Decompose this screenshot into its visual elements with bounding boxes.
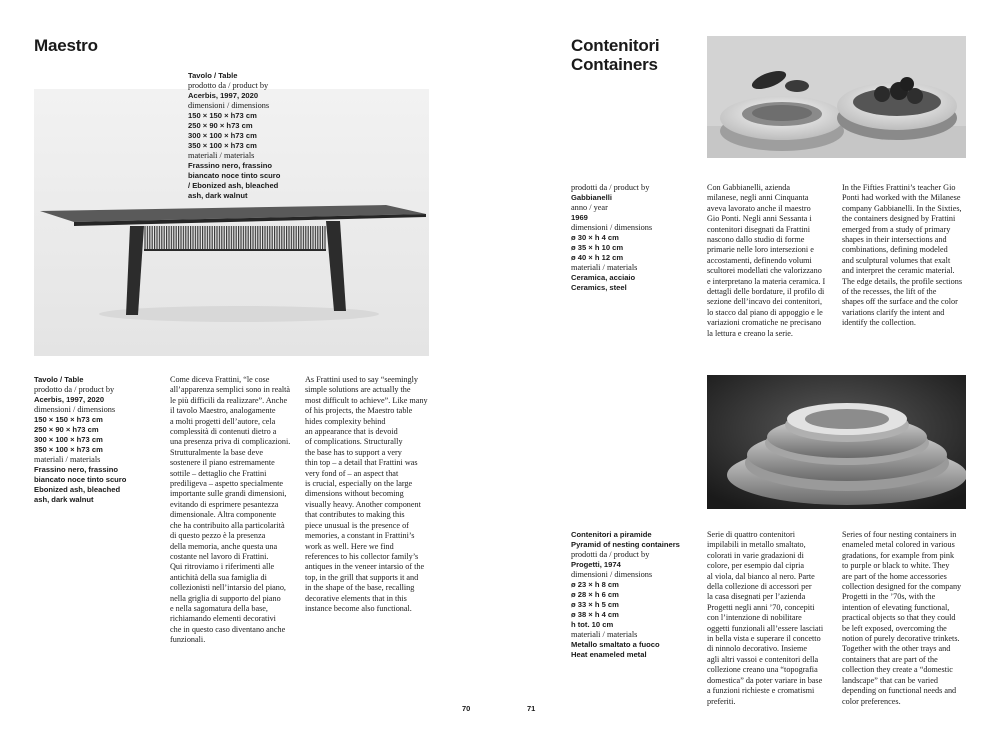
text-line: variazioni cromatiche ne precisano [707, 318, 822, 328]
text-line: colore, per esempio dal cipria [707, 561, 805, 571]
spec-dimension: 300 × 100 × h73 cm [34, 435, 103, 444]
spec2-dimension: ø 38 × h 4 cm [571, 610, 619, 619]
spec2-heading-it: Contenitori a piramide [571, 530, 652, 539]
text-line: una presenza priva di complicazioni. [170, 437, 291, 447]
text-line: della collezione di accessori per [707, 582, 812, 592]
spec2-materials-label: materiali / materials [571, 630, 638, 639]
text-line: sottile – dettaglio che Frattini [170, 468, 267, 478]
text-line: Progetti in the ’70s, with the [842, 592, 936, 602]
text-line: contenitori disegnati da Frattini [707, 224, 811, 234]
text-line: all’apparenza semplici sono in realtà [170, 385, 291, 395]
text-line: Qui ritroviamo i riferimenti alle [170, 562, 275, 572]
text-line: The edge details, the profile sections [842, 276, 963, 286]
text-line: collection designed for the company [842, 582, 962, 592]
text-line: are part of the home accessories [842, 571, 947, 581]
text-line: practical objects so that they could [842, 613, 956, 623]
text-line: of the recesses, the lift of the [842, 287, 937, 297]
text-line: emerged from a study of primary [842, 224, 951, 234]
nesting-trays-photo-icon [707, 375, 966, 509]
text-line: antiques in the veneer intarsio of the [305, 562, 425, 572]
text-line: very fond of – an aspect that [305, 468, 399, 478]
text-line: dettagli delle bordature, il profilo di [707, 287, 825, 297]
gabbianelli-spec-block [571, 183, 652, 293]
text-line: importante sulle grandi dimensioni, [170, 489, 287, 499]
text-line: identify the collection. [842, 318, 916, 328]
text-line: e interpretano la materia ceramica. I [707, 276, 826, 286]
spec2-producer: Progetti, 1974 [571, 560, 621, 569]
text-line: an appearance that is devoid [305, 427, 398, 437]
spec-dimension: 250 × 90 × h73 cm [34, 425, 99, 434]
text-line: sezione dell’incavo dei contenitori, [707, 297, 823, 307]
spec1-year-label: anno / year [571, 203, 608, 212]
text-line: richiamando elementi decorativi [170, 614, 276, 624]
spec2-dimensions-label: dimensioni / dimensions [571, 570, 653, 579]
text-line: domestica” da poter variare in base [707, 675, 823, 685]
text-line: decorative elements that in this [305, 593, 407, 603]
text-line: depending on functional needs and [842, 686, 957, 696]
text-line: notion of purely decorative trinkets. [842, 634, 960, 644]
text-line: prediligeva – aspetto specialmente [170, 479, 283, 489]
text-line: a molti progetti dell’autore, cela [170, 416, 276, 426]
page-title-contenitori [571, 36, 659, 74]
text-line: nascono dallo studio di forme [707, 235, 805, 245]
text-line: of complications. Structurally [305, 437, 403, 447]
text-line: antichità della sua famiglia di [170, 572, 267, 582]
page-number-right: 71 [527, 704, 536, 713]
bowls-photo [707, 36, 966, 158]
spec2-dimension: ø 28 × h 6 cm [571, 590, 619, 599]
text-line: e nella sagomatura della base, [170, 603, 268, 613]
spec1-dimension: ø 35 × h 10 cm [571, 243, 624, 252]
text-line: gradations, for example from pink [842, 550, 955, 560]
title-line-it: Contenitori [571, 36, 660, 55]
text-line: la lettura e creano la serie. [707, 328, 793, 338]
spec2-material: Heat enameled metal [571, 650, 647, 659]
progetti-english-text [842, 530, 961, 707]
spec2-dimension: ø 33 × h 5 cm [571, 600, 619, 609]
photo-spec-material: Frassino nero, frassino [188, 161, 272, 170]
spec1-producer: Gabbianelli [571, 193, 612, 202]
spec1-dimensions-label: dimensioni / dimensions [571, 223, 653, 232]
photo-spec-dimension: 350 × 100 × h73 cm [188, 141, 257, 150]
progetti-spec-block [571, 530, 680, 660]
text-line: milanese, negli anni Cinquanta [707, 193, 809, 203]
text-line: impilabili in metallo smaltato, [707, 540, 806, 550]
photo-spec-material: biancato noce tinto scuro [188, 171, 281, 180]
text-line: that contributes to making this [305, 510, 405, 520]
text-line: dimensions without becoming [305, 489, 404, 499]
text-line: is crucial, especially on the large [305, 479, 413, 489]
text-line: most difficult to achieve”. Like many [305, 395, 428, 405]
spec-material: Ebonized ash, bleached [34, 485, 121, 494]
photo-spec-dimension: 150 × 150 × h73 cm [188, 111, 257, 120]
spec1-material: Ceramics, steel [571, 283, 627, 292]
text-line: Con Gabbianelli, azienda [707, 183, 790, 192]
spec-dimension: 350 × 100 × h73 cm [34, 445, 103, 454]
text-line: simple solutions are actually the [305, 385, 411, 395]
text-line: color preferences. [842, 696, 901, 706]
spec2-dimension: ø 23 × h 8 cm [571, 580, 619, 589]
text-line: lo stacco dal piano di appoggio e le [707, 307, 823, 317]
text-line: company Gabbianelli. In the Sixties, [842, 203, 962, 213]
text-line: le più difficili da realizzare”. Anche [170, 395, 288, 405]
spec1-dimension: ø 30 × h 4 cm [571, 233, 619, 242]
bowls-photo-icon [707, 36, 966, 158]
text-line: oggetti funzionali all’essere lasciati [707, 623, 824, 633]
text-line: references to his collector family’s [305, 551, 419, 561]
text-line: be left exposed, overcoming the [842, 623, 947, 633]
text-line: to purple or black to white. They [842, 561, 950, 571]
text-line: top, in the grill that supports it and [305, 572, 419, 582]
photo-spec-dimensions-label: dimensioni / dimensions [188, 101, 270, 110]
text-line: primarie nelle loro intersezioni e [707, 245, 814, 255]
text-line: thin top – a detail that Frattini was [305, 458, 418, 468]
text-line: In the Fifties Frattini’s teacher Gio [842, 183, 956, 192]
text-line: di questo pezzo è la presenza [170, 531, 266, 541]
spec-material: ash, dark walnut [34, 495, 94, 504]
spec-producer: Acerbis, 1997, 2020 [34, 395, 105, 404]
text-line: of his projects, the Maestro table [305, 406, 413, 416]
spec1-year: 1969 [571, 213, 588, 222]
text-line: collection they create a “domestic [842, 665, 953, 675]
text-line: intention of elevating functional, [842, 602, 950, 612]
text-line: costante nel lavoro di Frattini. [170, 551, 269, 561]
text-line: al viola, dal bianco al nero. Parte [707, 571, 815, 581]
photo-spec-heading: Tavolo / Table [188, 71, 238, 80]
text-line: della memoria, anche questa una [170, 541, 278, 551]
text-line: scultorei modellati che valorizzano [707, 266, 822, 276]
maestro-spec-block [34, 375, 126, 505]
spec2-producer-label: prodotti da / product by [571, 550, 650, 559]
spec1-producer-label: prodotti da / product by [571, 183, 650, 192]
title-line-en: Containers [571, 55, 658, 74]
text-line: and interpret the ceramic material. [842, 266, 955, 276]
text-line: Gio Ponti. Negli anni Sessanta i [707, 214, 812, 224]
text-line: che in questo caso diventano anche [170, 624, 286, 634]
text-line: la casa disegnati per l’azienda [707, 592, 806, 602]
text-line: che ha contribuito alla particolarità [170, 520, 285, 530]
maestro-english-text [305, 375, 428, 614]
spec2-material: Metallo smaltato a fuoco [571, 640, 660, 649]
text-line: agli altri vassoi e contenitori della [707, 654, 819, 664]
text-line: work as well. Here we find [305, 541, 394, 551]
text-line: funzionali. [170, 635, 206, 645]
text-line: Series of four nesting containers in [842, 530, 957, 539]
spec-dimensions-label: dimensioni / dimensions [34, 405, 116, 414]
text-line: in bella vista e superare il concetto [707, 634, 821, 644]
text-line: a funzioni richieste e cromatismi [707, 686, 815, 696]
spec1-dimension: ø 40 × h 12 cm [571, 253, 624, 262]
nesting-trays-photo [707, 375, 966, 509]
text-line: preferiti. [707, 696, 736, 706]
photo-spec-material: / Ebonized ash, bleached [188, 181, 279, 190]
gabbianelli-italian-text [707, 183, 825, 339]
text-line: collezionisti nell’intarsio del piano, [170, 583, 286, 593]
text-line: shapes in their intersections and [842, 235, 947, 245]
text-line: Come diceva Frattini, “le cose [170, 375, 270, 384]
text-line: il tavolo Maestro, analogamente [170, 406, 276, 416]
text-line: nella griglia di supporto del piano [170, 593, 281, 603]
text-line: sostenere il piano estremamente [170, 458, 275, 468]
text-line: in the shape of the base, recalling [305, 583, 415, 593]
progetti-italian-text [707, 530, 823, 707]
photo-spec-producer-label: prodotto da / product by [188, 81, 269, 90]
text-line: Progetti negli anni ’70, concepiti [707, 602, 815, 612]
spec2-dimension: h tot. 10 cm [571, 620, 614, 629]
text-line: Serie di quattro contenitori [707, 530, 795, 539]
text-line: hides complexity behind [305, 416, 386, 426]
text-line: di ninnolo decorativo. Insieme [707, 644, 808, 654]
photo-spec-materials-label: materiali / materials [188, 151, 255, 160]
spec-dimension: 150 × 150 × h73 cm [34, 415, 103, 424]
text-line: visually heavy. Another component [305, 499, 421, 509]
text-line: the containers designed by Frattini [842, 214, 956, 224]
text-line: variations clarify the intent and [842, 307, 945, 317]
text-line: instance become also functional. [305, 603, 412, 613]
spec1-material: Ceramica, acciaio [571, 273, 636, 282]
text-line: aveva lavorato anche il maestro [707, 203, 811, 213]
photo-spec-material: ash, dark walnut [188, 191, 248, 200]
text-line: con l’intenzione di nobilitare [707, 613, 802, 623]
spec-material: biancato noce tinto scuro [34, 475, 127, 484]
spec-material: Frassino nero, frassino [34, 465, 118, 474]
text-line: evitando di esprimere pesantezza [170, 499, 279, 509]
photo-spec-producer: Acerbis, 1997, 2020 [188, 91, 259, 100]
photo-spec-dimension: 250 × 90 × h73 cm [188, 121, 253, 130]
text-line: accostamenti, definendo volumi [707, 255, 812, 265]
maestro-italian-text [170, 375, 290, 646]
text-line: Strutturalmente la base deve [170, 447, 263, 457]
spec-producer-label: prodotto da / product by [34, 385, 115, 394]
text-line: shapes off the surface and the color [842, 297, 958, 307]
text-line: containers that are part of the [842, 654, 938, 664]
photo-spec-dimension: 300 × 100 × h73 cm [188, 131, 257, 140]
text-line: complessità di contenuti dietro a [170, 427, 277, 437]
photo-spec-block [188, 71, 280, 201]
spec2-heading-en: Pyramid of nesting containers [571, 540, 680, 549]
page-title-maestro: Maestro [34, 36, 98, 55]
page-number-left: 70 [462, 704, 471, 713]
spec-heading: Tavolo / Table [34, 375, 84, 384]
text-line: piece unusual is the presence of [305, 520, 409, 530]
text-line: and sculptural volumes that exalt [842, 255, 951, 265]
gabbianelli-english-text [842, 183, 962, 329]
text-line: the base has to support a very [305, 447, 402, 457]
text-line: Together with the other trays and [842, 644, 951, 654]
text-line: Ponti had worked with the Milanese [842, 193, 961, 203]
text-line: memories, a constant in Frattini’s [305, 531, 415, 541]
text-line: dimensionale. Altra componente [170, 510, 277, 520]
text-line: enameled metal colored in various [842, 540, 955, 550]
text-line: collezione creano una “topografia [707, 665, 818, 675]
spec-materials-label: materiali / materials [34, 455, 101, 464]
text-line: combinations, defining modeled [842, 245, 948, 255]
text-line: landscape” that can be varied [842, 675, 938, 685]
spec1-materials-label: materiali / materials [571, 263, 638, 272]
text-line: colorati in varie gradazioni di [707, 550, 804, 560]
text-line: As Frattini used to say “seemingly [305, 375, 419, 384]
